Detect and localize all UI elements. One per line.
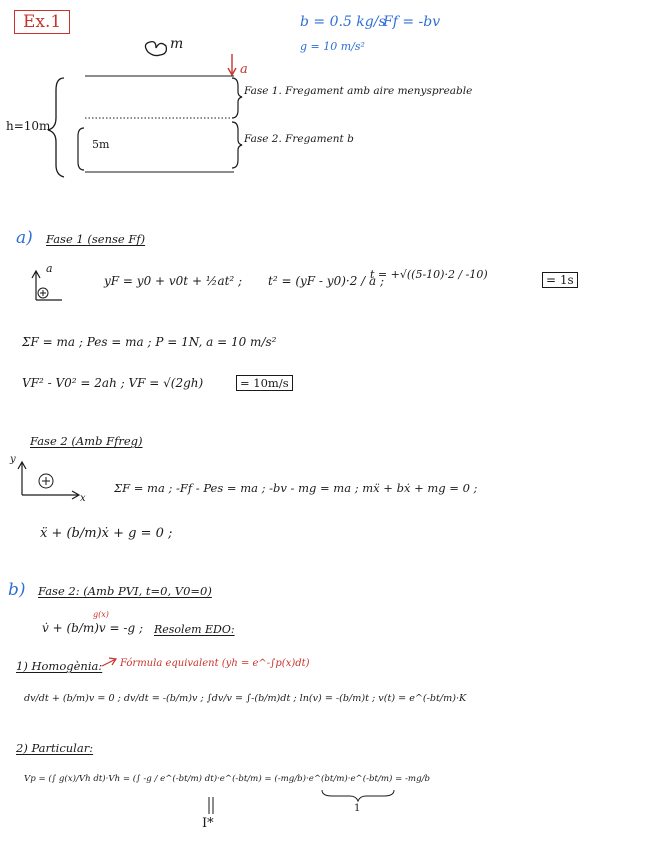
axis-y-label: y <box>10 454 16 465</box>
axis-x-label: x <box>80 493 86 504</box>
part-b-title: Fase 2: (Amb PVI, t=0, V0=0) <box>38 584 212 598</box>
phase1-title: Fase 1 (sense Ff) <box>46 232 146 246</box>
time-squared-equation: t² = (yF - y0)·2 / a ; <box>268 274 385 288</box>
b-value: b = 0.5 kg/s <box>300 14 386 30</box>
homogeneous-title: 1) Homogènia: <box>16 659 103 673</box>
newton-equation: ΣF = ma ; Pes = ma ; P = 1N, a = 10 m/s² <box>22 335 277 349</box>
time-result-equation: t = +√((5-10)·2 / -10) <box>370 268 488 281</box>
homogeneous-hint: Fórmula equivalent (yh = e^-∫p(x)dt) <box>120 658 310 669</box>
accel-label: a <box>240 62 248 77</box>
integral-label: I* <box>202 816 214 831</box>
gx-label: g(x) <box>93 610 109 619</box>
part-b-label: b) <box>8 580 26 600</box>
part-a-label: a) <box>16 228 33 248</box>
homogeneous-steps: dv/dt + (b/m)v = 0 ; dv/dt = -(b/m)v ; ∫dv/v = ∫-(b/m)dt ; ln(v) = -(b/m)t ; v(t) = e^(-bt/m)·K <box>24 693 467 704</box>
velocity-equation: VF² - V0² = 2ah ; VF = √(2gh) <box>22 376 204 390</box>
phase2-ode: ẍ + (b/m)ẋ + g = 0 ; <box>40 526 173 541</box>
height-label: h=10m <box>6 119 51 133</box>
ode-equation: v̇ + (b/m)v = -g ; <box>42 621 143 635</box>
velocity-boxed: = 10m/s <box>236 375 293 391</box>
friction-formula: Ff = -bv <box>383 14 441 30</box>
phase2-title: Fase 2 (Amb Ffreg) <box>30 434 143 448</box>
particular-title: 2) Particular: <box>16 741 94 755</box>
mass-label: m <box>170 36 184 52</box>
time-result-boxed: = 1s <box>542 272 578 288</box>
kinematics-equation: yF = y0 + v0t + ½at² ; <box>104 274 243 288</box>
underbrace-one-label: 1 <box>354 803 361 814</box>
g-value: g = 10 m/s² <box>300 40 365 53</box>
particular-equation: Vp = (∫ g(x)/Vh dt)·Vh = (∫ -g / e^(-bt/m) dt)·e^(-bt/m) = (-mg/b)·e^(bt/m)·e^(-bt/m) = -mg/b <box>24 774 430 784</box>
exercise-label: Ex.1 <box>14 10 70 34</box>
phase1-label: Fase 1. Fregament amb aire menyspreable <box>244 85 473 97</box>
phase2-label: Fase 2. Fregament b <box>244 133 354 145</box>
phase2-forces-equation: ΣF = ma ; -Ff - Pes = ma ; -bv - mg = ma ; mẍ + bẋ + mg = 0 ; <box>114 481 478 495</box>
depth-label: 5m <box>92 138 110 151</box>
ode-action: Resolem EDO: <box>154 623 235 636</box>
axis-a-label: a <box>46 262 53 275</box>
